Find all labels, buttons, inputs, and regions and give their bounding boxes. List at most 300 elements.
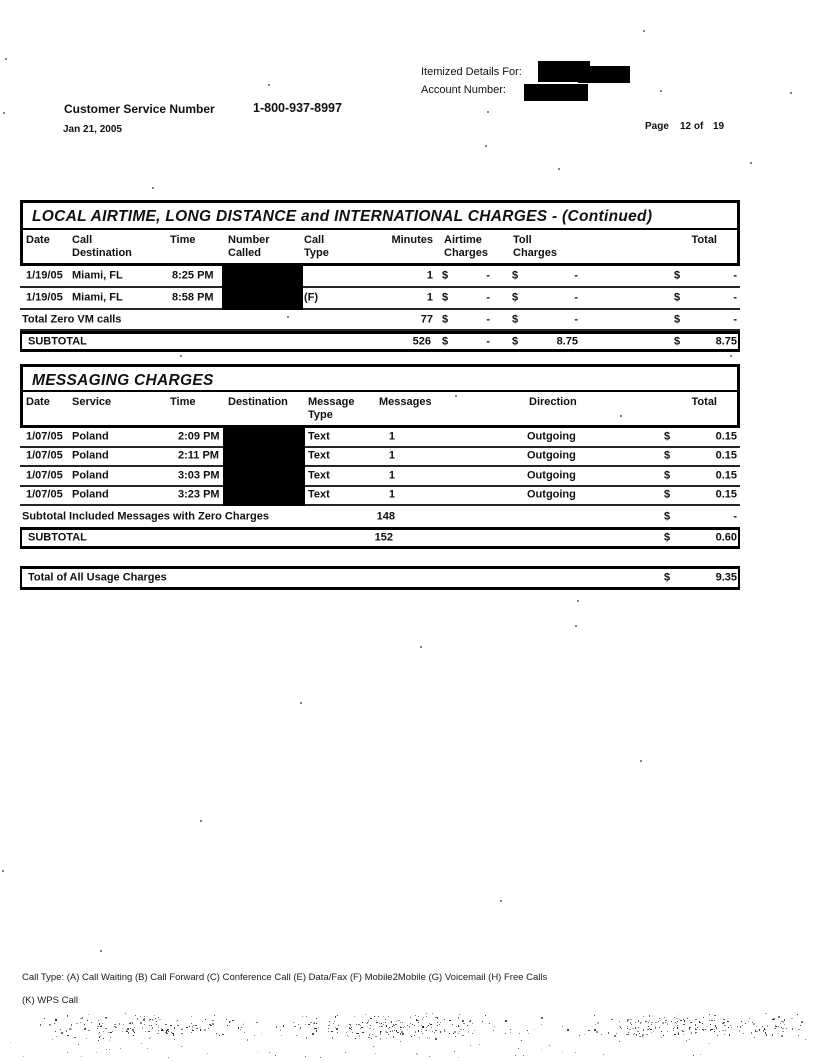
noise-speck bbox=[781, 1035, 783, 1037]
noise-speck bbox=[415, 1032, 416, 1033]
noise-speck bbox=[422, 1019, 423, 1020]
noise-speck bbox=[401, 1031, 403, 1033]
subtotal-label: SUBTOTAL bbox=[28, 335, 87, 347]
noise-speck bbox=[655, 1022, 657, 1023]
noise-speck bbox=[100, 1026, 102, 1027]
noise-speck bbox=[329, 1021, 330, 1022]
noise-speck bbox=[227, 1025, 228, 1026]
noise-speck bbox=[782, 1028, 784, 1029]
noise-speck bbox=[208, 1028, 209, 1029]
noise-speck bbox=[78, 1044, 79, 1045]
noise-speck bbox=[380, 1031, 381, 1033]
noise-speck bbox=[792, 1028, 793, 1030]
noise-speck bbox=[667, 1023, 668, 1025]
msg-count: 1 bbox=[388, 430, 395, 443]
noise-speck bbox=[385, 1019, 386, 1020]
noise-speck bbox=[584, 1034, 585, 1035]
noise-speck bbox=[631, 1024, 632, 1025]
noise-speck bbox=[762, 1026, 763, 1027]
noise-speck bbox=[470, 1020, 471, 1022]
noise-speck bbox=[67, 1035, 69, 1036]
table-row bbox=[20, 288, 740, 310]
noise-speck bbox=[528, 1033, 529, 1034]
noise-speck bbox=[393, 1037, 394, 1038]
noise-speck bbox=[510, 1029, 511, 1030]
noise-speck bbox=[412, 1024, 413, 1025]
noise-speck bbox=[391, 1021, 392, 1023]
noise-speck bbox=[156, 1024, 157, 1025]
grand-total-row bbox=[20, 566, 740, 590]
noise-speck bbox=[88, 1030, 90, 1031]
noise-speck bbox=[774, 1028, 775, 1029]
itemized-details-label: Itemized Details For: bbox=[421, 66, 522, 78]
noise-speck bbox=[737, 1026, 738, 1027]
noise-speck bbox=[641, 1022, 642, 1023]
noise-speck bbox=[601, 1034, 602, 1035]
noise-speck bbox=[684, 1021, 685, 1022]
msg-count: 1 bbox=[388, 488, 395, 501]
redaction-customer-name-2 bbox=[578, 66, 630, 83]
noise-speck bbox=[750, 162, 752, 164]
noise-speck bbox=[60, 1029, 61, 1030]
table-row bbox=[20, 487, 740, 507]
zero-charge-subtotal-label: Subtotal Included Messages with Zero Charges bbox=[22, 510, 269, 522]
noise-speck bbox=[434, 1032, 435, 1033]
noise-speck bbox=[415, 1015, 416, 1016]
msg-type: Text bbox=[308, 488, 330, 501]
call-date: 1/19/05 bbox=[26, 269, 63, 282]
col-time: Time bbox=[170, 396, 196, 408]
noise-speck bbox=[676, 1023, 677, 1024]
noise-speck bbox=[429, 1023, 430, 1024]
noise-speck bbox=[152, 187, 154, 189]
msg-service: Poland bbox=[72, 469, 109, 482]
col-service: Service bbox=[72, 396, 112, 408]
noise-speck bbox=[588, 1030, 590, 1031]
airtime-table-title: LOCAL AIRTIME, LONG DISTANCE and INTERNATIONAL CHARGES - (Continued) bbox=[23, 203, 737, 230]
noise-speck bbox=[171, 1032, 172, 1033]
noise-speck bbox=[257, 1051, 258, 1052]
noise-speck bbox=[639, 1036, 641, 1037]
noise-speck bbox=[207, 1053, 208, 1054]
subtotal-label: SUBTOTAL bbox=[28, 531, 87, 544]
noise-speck bbox=[99, 1023, 100, 1025]
noise-speck bbox=[661, 1037, 662, 1038]
noise-speck bbox=[422, 1026, 424, 1028]
col-call-destination: Call Destination bbox=[72, 234, 132, 260]
noise-speck bbox=[435, 1038, 437, 1040]
total-amount: 0.15 bbox=[715, 430, 737, 443]
msg-date: 1/07/05 bbox=[26, 430, 63, 443]
noise-speck bbox=[689, 1029, 690, 1030]
scan-noise-band bbox=[0, 1005, 815, 1061]
noise-speck bbox=[158, 1025, 159, 1026]
msg-direction: Outgoing bbox=[527, 469, 576, 482]
noise-speck bbox=[116, 1027, 117, 1028]
noise-speck bbox=[759, 1029, 760, 1031]
msg-count: 1 bbox=[388, 449, 395, 462]
airtime-currency: $ bbox=[442, 291, 449, 304]
noise-speck bbox=[597, 1022, 599, 1024]
noise-speck bbox=[437, 1017, 438, 1019]
total-currency: $ bbox=[674, 313, 681, 325]
noise-speck bbox=[174, 1039, 175, 1040]
noise-speck bbox=[594, 1015, 595, 1016]
noise-speck bbox=[627, 1034, 629, 1035]
noise-speck bbox=[714, 1031, 715, 1032]
noise-speck bbox=[287, 316, 289, 318]
noise-speck bbox=[359, 1038, 360, 1039]
noise-speck bbox=[426, 1027, 427, 1028]
noise-speck bbox=[690, 1027, 691, 1028]
call-type: (F) bbox=[304, 291, 319, 304]
total-currency: $ bbox=[664, 469, 671, 482]
noise-speck bbox=[376, 1020, 377, 1021]
noise-speck bbox=[703, 1017, 704, 1018]
noise-speck bbox=[96, 1052, 97, 1053]
col-minutes: Minutes bbox=[391, 234, 433, 246]
noise-speck bbox=[84, 1028, 86, 1030]
noise-speck bbox=[381, 1023, 382, 1024]
noise-speck bbox=[106, 1018, 107, 1019]
total-zero-vm-minutes: 77 bbox=[420, 313, 433, 325]
noise-speck bbox=[402, 1022, 403, 1023]
noise-speck bbox=[152, 1027, 153, 1029]
noise-speck bbox=[127, 1028, 129, 1030]
col-call-type: Call Type bbox=[304, 234, 329, 260]
noise-speck bbox=[449, 1033, 450, 1034]
noise-speck bbox=[462, 1035, 464, 1036]
noise-speck bbox=[142, 1027, 143, 1029]
noise-speck bbox=[305, 1056, 306, 1057]
noise-speck bbox=[679, 1019, 680, 1020]
noise-speck bbox=[80, 1022, 81, 1023]
noise-speck bbox=[373, 1046, 374, 1047]
noise-speck bbox=[356, 1033, 358, 1034]
msg-time: 3:03 PM bbox=[178, 469, 220, 482]
call-date: 1/19/05 bbox=[26, 291, 63, 304]
total-currency: $ bbox=[674, 269, 681, 282]
noise-speck bbox=[99, 1036, 101, 1037]
noise-speck bbox=[596, 1031, 598, 1033]
noise-speck bbox=[416, 1019, 417, 1021]
msg-count: 1 bbox=[388, 469, 395, 482]
noise-speck bbox=[527, 1030, 528, 1031]
noise-speck bbox=[202, 1021, 203, 1022]
noise-speck bbox=[683, 1031, 684, 1032]
noise-speck bbox=[369, 1028, 371, 1029]
toll-currency: $ bbox=[512, 291, 519, 304]
noise-speck bbox=[209, 1024, 211, 1025]
noise-speck bbox=[425, 1030, 426, 1031]
call-minutes: 1 bbox=[426, 269, 433, 282]
noise-speck bbox=[686, 1040, 687, 1042]
noise-speck bbox=[472, 1033, 473, 1034]
noise-speck bbox=[577, 600, 579, 602]
noise-speck bbox=[400, 1041, 401, 1042]
noise-speck bbox=[459, 1031, 460, 1032]
noise-speck bbox=[414, 1025, 415, 1026]
noise-speck bbox=[331, 1031, 333, 1032]
noise-speck bbox=[114, 1024, 116, 1025]
noise-speck bbox=[268, 84, 270, 86]
toll-amount: - bbox=[574, 269, 578, 282]
noise-speck bbox=[351, 1027, 352, 1028]
noise-speck bbox=[627, 1028, 628, 1029]
col-date: Date bbox=[26, 234, 50, 246]
customer-service-number: 1-800-937-8997 bbox=[253, 101, 342, 115]
noise-speck bbox=[725, 1030, 726, 1031]
noise-speck bbox=[647, 1029, 649, 1030]
noise-speck bbox=[200, 1027, 201, 1028]
airtime-charges-table bbox=[20, 200, 740, 352]
col-time: Time bbox=[170, 234, 196, 246]
noise-speck bbox=[379, 1023, 380, 1024]
noise-speck bbox=[678, 1014, 679, 1015]
noise-speck bbox=[105, 1017, 107, 1018]
noise-speck bbox=[426, 1030, 427, 1031]
noise-speck bbox=[579, 1035, 580, 1036]
noise-speck bbox=[722, 1023, 724, 1024]
noise-speck bbox=[105, 1028, 107, 1029]
noise-speck bbox=[575, 625, 577, 627]
total-amount: 0.15 bbox=[715, 488, 737, 501]
noise-speck bbox=[493, 1030, 494, 1031]
noise-speck bbox=[710, 1024, 711, 1025]
noise-speck bbox=[106, 1049, 107, 1050]
total-currency: $ bbox=[664, 531, 671, 544]
msg-type: Text bbox=[308, 469, 330, 482]
redaction-number-called bbox=[222, 266, 303, 310]
noise-speck bbox=[381, 1031, 382, 1032]
total-amount: 0.15 bbox=[715, 469, 737, 482]
noise-speck bbox=[790, 92, 792, 94]
noise-speck bbox=[619, 1026, 620, 1027]
noise-speck bbox=[431, 1027, 432, 1028]
noise-speck bbox=[240, 1029, 241, 1030]
noise-speck bbox=[673, 1028, 674, 1029]
noise-speck bbox=[193, 1025, 194, 1026]
noise-speck bbox=[122, 1031, 123, 1032]
airtime-table-header-frame bbox=[20, 200, 740, 266]
noise-speck bbox=[23, 1056, 24, 1057]
noise-speck bbox=[801, 1021, 803, 1023]
noise-speck bbox=[677, 1021, 678, 1022]
noise-speck bbox=[125, 1013, 126, 1014]
noise-speck bbox=[362, 1032, 364, 1033]
noise-speck bbox=[192, 1029, 193, 1030]
noise-speck bbox=[635, 1028, 636, 1029]
noise-speck bbox=[365, 1014, 366, 1015]
noise-speck bbox=[372, 1034, 373, 1035]
noise-speck bbox=[133, 1035, 134, 1036]
noise-speck bbox=[772, 1019, 774, 1020]
table-row bbox=[20, 467, 740, 487]
noise-speck bbox=[454, 1051, 455, 1052]
noise-speck bbox=[705, 1029, 706, 1030]
noise-speck bbox=[354, 1016, 355, 1017]
statement-date: Jan 21, 2005 bbox=[63, 124, 122, 135]
noise-speck bbox=[397, 1032, 399, 1033]
noise-speck bbox=[114, 1026, 115, 1027]
customer-service-label: Customer Service Number bbox=[64, 102, 215, 116]
noise-speck bbox=[305, 1024, 306, 1025]
noise-speck bbox=[731, 1027, 732, 1028]
msg-time: 2:11 PM bbox=[178, 449, 219, 462]
total-amount: - bbox=[733, 291, 737, 304]
noise-speck bbox=[170, 1025, 172, 1026]
noise-speck bbox=[168, 1031, 169, 1032]
noise-speck bbox=[158, 1030, 159, 1031]
noise-speck bbox=[633, 1034, 634, 1035]
noise-speck bbox=[337, 1032, 338, 1033]
noise-speck bbox=[643, 30, 645, 32]
noise-speck bbox=[256, 1022, 257, 1023]
call-minutes: 1 bbox=[426, 291, 433, 304]
noise-speck bbox=[149, 1038, 150, 1039]
noise-speck bbox=[141, 1043, 142, 1044]
noise-speck bbox=[244, 1022, 245, 1023]
noise-speck bbox=[659, 1018, 660, 1019]
noise-speck bbox=[429, 1056, 430, 1057]
noise-speck bbox=[86, 1038, 87, 1039]
noise-speck bbox=[244, 1032, 245, 1033]
noise-speck bbox=[394, 1027, 395, 1028]
noise-speck bbox=[778, 1026, 779, 1027]
page-label: Page bbox=[645, 121, 669, 132]
noise-speck bbox=[751, 1032, 752, 1034]
noise-speck bbox=[651, 1032, 652, 1033]
noise-speck bbox=[376, 1022, 378, 1023]
noise-speck bbox=[149, 1025, 150, 1026]
noise-speck bbox=[186, 1027, 188, 1028]
noise-speck bbox=[294, 1026, 296, 1027]
noise-speck bbox=[191, 1023, 192, 1024]
noise-speck bbox=[349, 1027, 350, 1028]
noise-speck bbox=[427, 1037, 428, 1038]
noise-speck bbox=[10, 1042, 11, 1043]
noise-speck bbox=[366, 1023, 368, 1024]
noise-speck bbox=[756, 1026, 757, 1027]
noise-speck bbox=[196, 1028, 198, 1029]
noise-speck bbox=[739, 1030, 740, 1032]
noise-speck bbox=[283, 1025, 284, 1027]
noise-speck bbox=[683, 1034, 684, 1035]
noise-speck bbox=[280, 1030, 281, 1031]
noise-speck bbox=[374, 1016, 375, 1017]
col-total: Total bbox=[691, 396, 717, 408]
noise-speck bbox=[222, 1034, 224, 1035]
noise-speck bbox=[648, 1022, 649, 1023]
noise-speck bbox=[636, 1034, 637, 1036]
noise-speck bbox=[388, 1016, 389, 1017]
noise-speck bbox=[458, 1025, 459, 1027]
noise-speck bbox=[521, 1040, 522, 1041]
noise-speck bbox=[649, 1020, 650, 1021]
noise-speck bbox=[645, 1021, 647, 1022]
noise-speck bbox=[456, 1026, 457, 1027]
noise-speck bbox=[144, 1018, 145, 1019]
noise-speck bbox=[192, 1026, 193, 1028]
noise-speck bbox=[355, 1038, 356, 1039]
noise-speck bbox=[783, 1021, 784, 1023]
noise-speck bbox=[360, 1028, 361, 1029]
noise-speck bbox=[784, 1024, 785, 1025]
noise-speck bbox=[782, 1031, 784, 1032]
noise-speck bbox=[370, 1018, 372, 1019]
noise-speck bbox=[40, 1024, 41, 1026]
noise-speck bbox=[109, 1049, 110, 1050]
noise-speck bbox=[653, 1031, 654, 1032]
noise-speck bbox=[482, 1021, 483, 1022]
noise-speck bbox=[100, 950, 102, 952]
noise-speck bbox=[147, 1048, 148, 1049]
noise-speck bbox=[695, 1029, 697, 1030]
noise-speck bbox=[489, 1023, 490, 1024]
noise-speck bbox=[362, 1022, 363, 1023]
noise-speck bbox=[683, 1024, 685, 1025]
noise-speck bbox=[426, 1013, 427, 1014]
noise-speck bbox=[181, 1046, 182, 1047]
noise-speck bbox=[510, 1032, 511, 1033]
messaging-table-column-headers bbox=[23, 392, 737, 425]
noise-speck bbox=[378, 1016, 379, 1017]
noise-speck bbox=[55, 1031, 56, 1032]
subtotal-minutes: 526 bbox=[412, 335, 431, 347]
noise-speck bbox=[119, 1023, 120, 1025]
noise-speck bbox=[390, 1031, 391, 1032]
noise-speck bbox=[414, 1035, 415, 1036]
noise-speck bbox=[627, 1026, 628, 1027]
airtime-table-column-headers bbox=[23, 230, 737, 263]
total-amount: - bbox=[733, 269, 737, 282]
noise-speck bbox=[458, 1033, 459, 1034]
noise-speck bbox=[241, 1027, 242, 1028]
noise-speck bbox=[346, 1032, 347, 1033]
noise-speck bbox=[418, 1022, 419, 1023]
noise-speck bbox=[673, 1030, 674, 1031]
noise-speck bbox=[229, 1022, 230, 1023]
airtime-currency: $ bbox=[442, 313, 449, 325]
noise-speck bbox=[296, 1035, 298, 1036]
noise-speck bbox=[474, 1030, 475, 1031]
messaging-charges-table bbox=[20, 364, 740, 549]
noise-speck bbox=[463, 1029, 464, 1030]
noise-speck bbox=[702, 1023, 703, 1024]
messaging-subtotal-row bbox=[20, 527, 740, 549]
noise-speck bbox=[437, 1022, 438, 1023]
noise-speck bbox=[748, 1021, 749, 1022]
noise-speck bbox=[710, 1029, 711, 1031]
airtime-amount: - bbox=[486, 269, 490, 282]
noise-speck bbox=[316, 1018, 317, 1019]
noise-speck bbox=[534, 1029, 535, 1030]
msg-service: Poland bbox=[72, 430, 109, 443]
noise-speck bbox=[629, 1029, 631, 1030]
noise-speck bbox=[784, 1019, 785, 1021]
noise-speck bbox=[2, 870, 4, 872]
noise-speck bbox=[690, 1022, 691, 1023]
noise-speck bbox=[421, 1029, 422, 1030]
toll-currency: $ bbox=[512, 313, 519, 325]
noise-speck bbox=[798, 1035, 799, 1036]
airtime-currency: $ bbox=[442, 269, 449, 282]
noise-speck bbox=[247, 1039, 248, 1041]
noise-speck bbox=[541, 1017, 543, 1019]
noise-speck bbox=[392, 1026, 393, 1027]
noise-speck bbox=[375, 1053, 376, 1054]
noise-speck bbox=[727, 1021, 729, 1022]
